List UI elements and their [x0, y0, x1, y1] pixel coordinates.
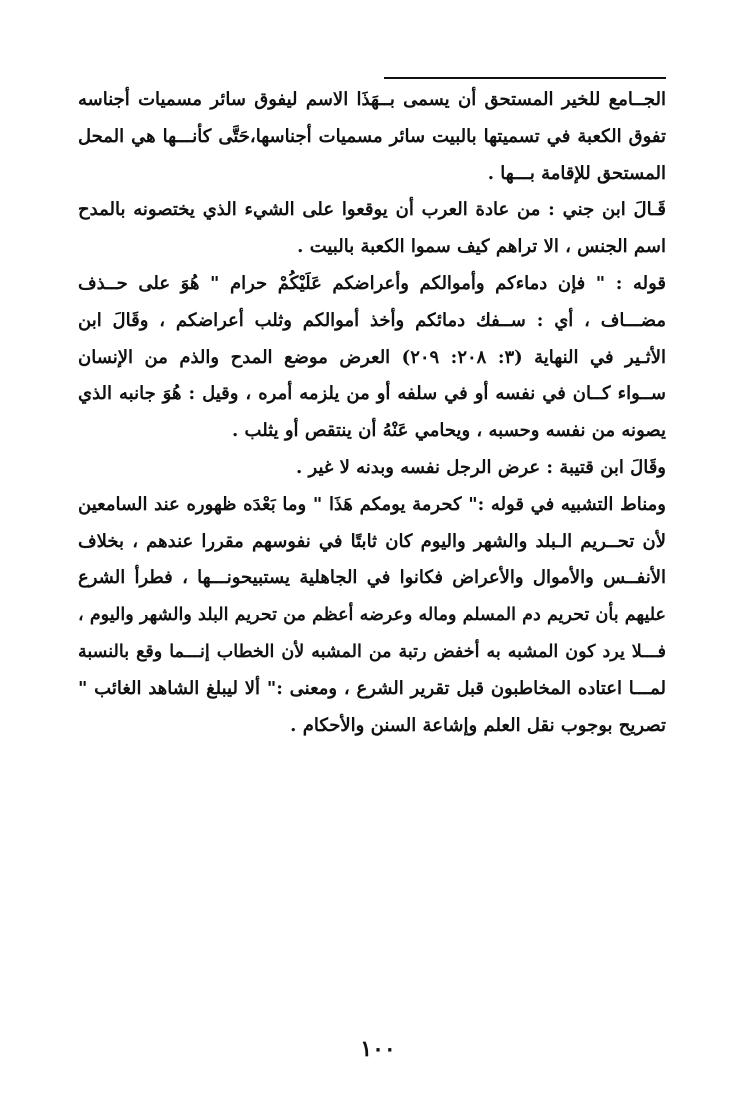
text-line: ومناط التشبيه في قوله :" كحرمة يومكم هَذَا " وما بَعْدَه ظهوره عند السامعين	[78, 493, 666, 515]
text-line: لمـــا اعتاده المخاطبون قبل تقرير الشرع ، ومعنى :" ألا ليبلغ الشاهد الغائب "	[78, 677, 666, 699]
text-line: لأن تحــريم الـبلد والشهر واليوم كان ثابتًا في نفوسهم مقررا عندهم ، بخلاف	[78, 530, 666, 552]
text-line: قَـالَ ابن جني : من عادة العرب أن يوقعوا على الشيء الذي يختصونه بالمدح	[78, 199, 666, 221]
text-line: الجــامع للخير المستحق أن يسمى بــهَذَا الاسم ليفوق سائر مسميات أجناسه	[78, 89, 666, 110]
footnote-separator-rule	[384, 77, 666, 79]
text-line: ســواء كــان في نفسه أو في سلفه أو من يلزمه أمره ، وقيل : هُوَ جانبه الذي	[78, 383, 666, 405]
text-line: عليهم بأن تحريم دم المسلم وماله وعرضه أعظم من تحريم البلد والشهر واليوم ،	[78, 605, 666, 626]
text-line: الأنفــس والأموال والأعراض فكانوا في الجاهلية يستبيحونـــها ، فطرأ الشرع	[78, 567, 666, 589]
text-line: مضـــاف ، أي : ســفك دمائكم وأخذ أموالكم وثلب أعراضكم ، وقَالَ ابن	[78, 309, 666, 331]
text-line: اسم الجنس ، الا تراهم كيف سموا الكعبة بالبيت .	[297, 236, 666, 258]
text-line: يصونه من نفسه وحسبه ، ويحامي عَنْهُ أن ينتقص أو يثلب .	[231, 420, 666, 442]
body-text	[78, 82, 666, 744]
text-line: تصريح بوجوب نقل العلم وإشاعة السنن والأحكام .	[290, 714, 666, 736]
page-number: ١٠٠	[360, 1036, 396, 1062]
text-line: الأثـير في النهاية (٣: ٢٠٨: ٢٠٩) العرض موضع المدح والذم من الإنسان	[78, 346, 666, 368]
text-line: تفوق الكعبة في تسميتها بالبيت سائر مسميات أجناسها،حَتَّى كأنـــها هي المحل	[78, 125, 666, 147]
text-line: فـــلا يرد كون المشبه به أخفض رتبة من المشبه لأن الخطاب إنـــما وقع بالنسبة	[78, 641, 666, 662]
text-line: وقَالَ ابن قتيبة : عرض الرجل نفسه وبدنه لا غير .	[296, 456, 666, 478]
text-line: قوله : " فإن دماءكم وأموالكم وأعراضكم عَلَيْكُمْ حرام " هُوَ على حــذف	[78, 272, 666, 294]
text-line: المستحق للإقامة بـــها .	[487, 162, 666, 184]
